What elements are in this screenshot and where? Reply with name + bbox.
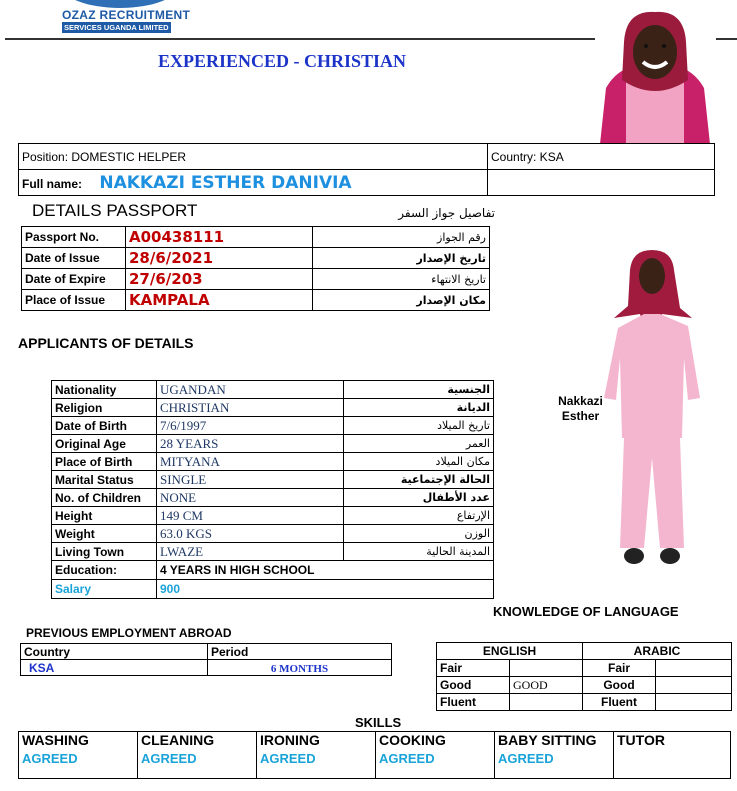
passport-heading-ar: تفاصيل جواز السفر [398,206,495,220]
english-good: GOOD [510,677,583,694]
skill-baby-sitting: BABY SITTING AGREED [495,732,614,779]
applicant-table [51,380,494,599]
employment-col-country: Country [21,644,208,660]
summary-table [18,143,715,196]
level-label: Fluent [583,694,656,711]
applicant-label: Nationality [52,381,157,399]
skills-table [18,731,731,779]
applicant-heading: APPLICANTS OF DETAILS [18,335,194,351]
passport-value: 27/6/203 [126,269,313,290]
applicant-value: MITYANA [157,453,344,471]
applicant-ar: الجنسية [344,381,494,399]
company-name: OZAZ RECRUITMENT [62,8,191,22]
applicant-value: 7/6/1997 [157,417,344,435]
header-rule-right [716,38,737,40]
passport-ar: تاريخ الإصدار [313,248,490,269]
passport-value: 28/6/2021 [126,248,313,269]
skill-tutor: TUTOR [614,732,731,779]
passport-value: KAMPALA [126,290,313,311]
company-subtitle: SERVICES UGANDA LIMITED [64,23,169,32]
applicant-label: Place of Birth [52,453,157,471]
language-heading: KNOWLEDGE OF LANGUAGE [493,604,679,619]
applicant-label: Original Age [52,435,157,453]
skills-heading: SKILLS [355,715,402,730]
employment-heading: PREVIOUS EMPLOYMENT ABROAD [26,626,232,640]
position-cell: Position: DOMESTIC HELPER [19,144,488,170]
passport-heading: DETAILS PASSPORT [32,201,198,220]
fullbody-photo [600,248,704,578]
arabic-fair [656,660,732,677]
language-arabic-header: ARABIC [583,643,732,660]
employment-country: KSA [21,660,208,676]
salary-label: Salary [52,580,157,599]
education-value: 4 YEARS IN HIGH SCHOOL [157,561,494,580]
employment-table [20,643,392,694]
level-label: Fluent [437,694,510,711]
applicant-ar: الديانة [344,399,494,417]
applicant-label: Living Town [52,543,157,561]
applicant-value: 28 YEARS [157,435,344,453]
photo-caption: Nakkazi Esther [558,394,603,423]
applicant-ar: المدينة الحالية [344,543,494,561]
language-table [436,642,732,711]
arabic-good [656,677,732,694]
applicant-ar: الإرتفاع [344,507,494,525]
applicant-value: 149 CM [157,507,344,525]
passport-label: Place of Issue [22,290,126,311]
empty-cell [488,170,715,196]
applicant-value: SINGLE [157,471,344,489]
passport-label: Date of Expire [22,269,126,290]
applicant-ar: العمر [344,435,494,453]
header-rule [5,38,595,40]
applicant-value: NONE [157,489,344,507]
passport-value: A00438111 [126,227,313,248]
passport-label: Date of Issue [22,248,126,269]
applicant-label: Height [52,507,157,525]
level-label: Good [437,677,510,694]
applicant-label: Marital Status [52,471,157,489]
level-label: Good [583,677,656,694]
english-fair [510,660,583,677]
applicant-ar: تاريخ الميلاد [344,417,494,435]
skill-washing: WASHING AGREED [19,732,138,779]
country-cell: Country: KSA [488,144,715,170]
passport-ar: رقم الجواز [313,227,490,248]
applicant-ar: عدد الأطفال [344,489,494,507]
education-label: Education: [52,561,157,580]
full-name-cell [19,170,488,196]
language-english-header: ENGLISH [437,643,583,660]
applicant-ar: مكان الميلاد [344,453,494,471]
applicant-label: Date of Birth [52,417,157,435]
skill-cooking: COOKING AGREED [376,732,495,779]
applicant-label: No. of Children [52,489,157,507]
applicant-ar: الحالة الإجتماعية [344,471,494,489]
applicant-value: 63.0 KGS [157,525,344,543]
salary-value: 900 [157,580,494,599]
passport-ar: تاريخ الانتهاء [313,269,490,290]
english-fluent [510,694,583,711]
applicant-value: LWAZE [157,543,344,561]
page-title: EXPERIENCED - CHRISTIAN [158,51,407,71]
passport-ar: مكان الإصدار [313,290,490,311]
logo-arc [60,0,180,8]
employment-period: 6 MONTHS [208,660,392,676]
headshot-photo [596,10,714,144]
passport-label: Passport No. [22,227,126,248]
applicant-label: Weight [52,525,157,543]
arabic-fluent [656,694,732,711]
full-name-value: NAKKAZI ESTHER DANIVIA [99,172,352,193]
full-name-label: Full name: [22,176,83,191]
skill-cleaning: CLEANING AGREED [138,732,257,779]
applicant-value: UGANDAN [157,381,344,399]
passport-table [21,226,490,311]
applicant-value: CHRISTIAN [157,399,344,417]
level-label: Fair [583,660,656,677]
level-label: Fair [437,660,510,677]
applicant-ar: الوزن [344,525,494,543]
employment-col-period: Period [208,644,392,660]
applicant-label: Religion [52,399,157,417]
skill-ironing: IRONING AGREED [257,732,376,779]
